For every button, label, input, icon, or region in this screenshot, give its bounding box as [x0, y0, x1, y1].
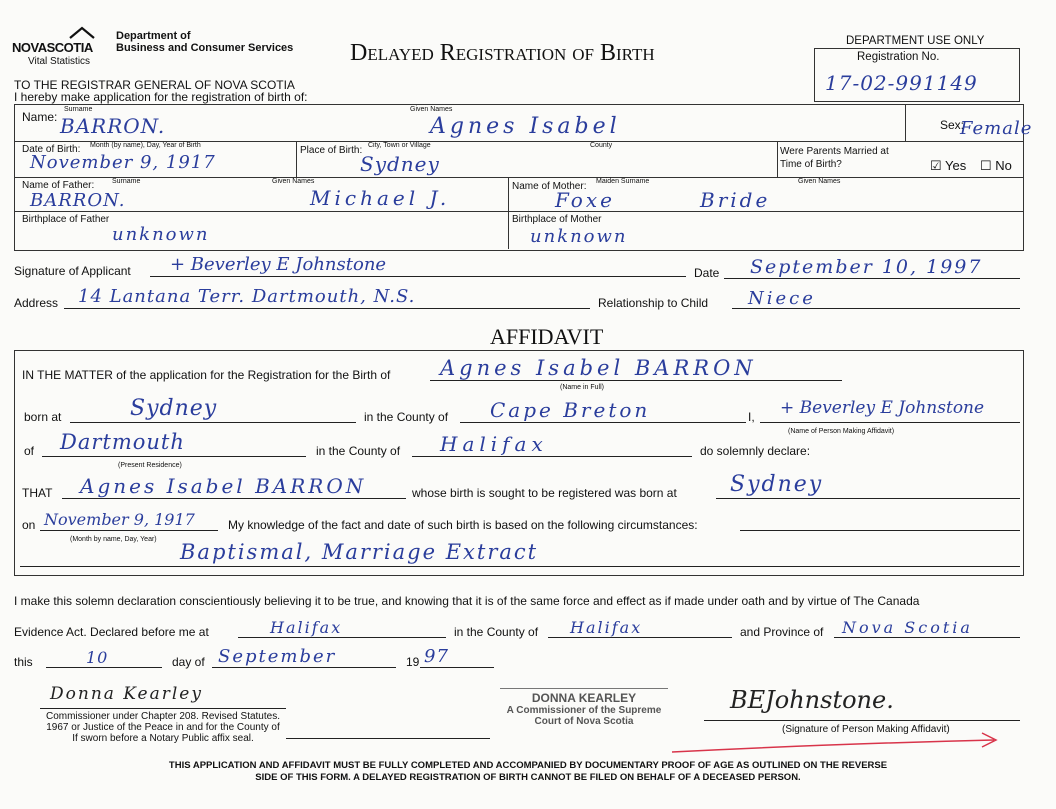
- registration-box: [814, 48, 1020, 102]
- stamp-name: DONNA KEARLEY: [531, 691, 637, 705]
- county-of-label: in the County of: [364, 410, 449, 424]
- on-label: on: [22, 518, 36, 532]
- declaration-line2b: in the County of: [454, 625, 539, 639]
- affiant-name: + Beverley E Johnstone: [780, 398, 985, 418]
- dept-use-heading: DEPARTMENT USE ONLY: [846, 35, 985, 47]
- mother-given-hint: Given Names: [798, 178, 841, 185]
- father-surname-hint: Surname: [112, 178, 141, 185]
- logo-text: NOVASCOTIA: [12, 40, 93, 55]
- registrar-heading: TO THE REGISTRAR GENERAL OF NOVA SCOTIA: [14, 78, 295, 92]
- affiant-signature-hint: (Signature of Person Making Affidavit): [782, 724, 950, 735]
- that-label: THAT: [22, 486, 53, 500]
- logo-subtitle: Vital Statistics: [28, 56, 91, 67]
- footer-line2: SIDE OF THIS FORM. A DELAYED REGISTRATION OF BIRTH CANNOT BE FILED ON BEHALF OF A DECEASED PERSON.: [255, 772, 801, 783]
- name-full-hint: (Name in Full): [560, 384, 604, 391]
- department-line1: Department of: [116, 30, 191, 42]
- sex-value: Female: [960, 118, 1033, 139]
- county2-label: in the County of: [316, 444, 401, 458]
- affiant-hint: (Name of Person Making Affidavit): [788, 428, 895, 435]
- applicant-signature: + Beverley E Johnstone: [170, 254, 387, 275]
- commissioner-line1: Commissioner under Chapter 208. Revised Statutes.: [45, 711, 280, 722]
- declared-county: Halifax: [570, 618, 643, 637]
- given-names-hint: Given Names: [410, 106, 453, 113]
- pob-hint: City, Town or Village: [368, 142, 431, 149]
- mother-birthplace: unknown: [530, 226, 628, 247]
- whose-text: whose birth is sought to be registered was born at: [412, 486, 677, 500]
- declared-province: Nova Scotia: [842, 618, 973, 637]
- father-given-hint: Given Names: [272, 178, 315, 185]
- stamp-line2: Court of Nova Scotia: [534, 716, 634, 727]
- that-name: Agnes Isabel BARRON: [80, 474, 367, 498]
- affiant-signature: BEJohnstone.: [730, 686, 894, 714]
- born-place-value: Sydney: [730, 472, 824, 497]
- parents-married-label: Were Parents Married at Time of Birth?: [780, 146, 889, 170]
- sex-label: Sex:: [940, 118, 965, 132]
- mother-surname: Foxe: [555, 188, 615, 212]
- yes-label: Yes: [945, 158, 967, 173]
- given-names-value: Agnes Isabel: [430, 114, 621, 139]
- father-given: Michael J.: [310, 186, 451, 210]
- born-at-value: Sydney: [130, 396, 218, 421]
- surname-hint: Surname: [64, 106, 93, 113]
- commissioner-line2: 1967 or Justice of the Peace in and for the County of: [46, 722, 280, 733]
- registration-no-value: 17-02-991149: [825, 71, 978, 95]
- affidavit-heading: AFFIDAVIT: [490, 324, 604, 349]
- applicant-date: September 10, 1997: [750, 256, 983, 278]
- declare-text: do solemnly declare:: [700, 444, 811, 458]
- address-label: Address: [14, 296, 59, 310]
- commissioner-stamp: [494, 688, 674, 727]
- declared-day: 10: [86, 648, 109, 667]
- dob-hint: Month (by name), Day, Year of Birth: [90, 142, 201, 149]
- footer-line1: THIS APPLICATION AND AFFIDAVIT MUST BE FULLY COMPLETED AND ACCOMPANIED BY DOCUMENTARY PROOF OF AGE AS OUTLINED ON THE REVERSE: [168, 760, 888, 771]
- dob-value: November 9, 1917: [30, 152, 216, 173]
- yes-checkbox[interactable]: [930, 158, 966, 174]
- this-label: this: [14, 655, 33, 669]
- commissioner-signature: Donna Kearley: [50, 684, 203, 704]
- father-label: Name of Father:: [22, 180, 95, 191]
- registration-no-label: Registration No.: [857, 51, 940, 63]
- stamp-line1: A Commissioner of the Supreme: [506, 705, 662, 716]
- date-hint: (Month by name, Day, Year): [70, 536, 157, 543]
- mother-label: Name of Mother:: [512, 181, 587, 192]
- of-value: Dartmouth: [60, 430, 185, 454]
- declaration-line2c: and Province of: [740, 625, 824, 639]
- applicant-signature-label: Signature of Applicant: [14, 264, 131, 278]
- declared-at: Halifax: [270, 618, 343, 637]
- department-line2: Business and Consumer Services: [116, 42, 294, 54]
- county-hint: County: [590, 142, 613, 149]
- checked-box-icon: ☑: [930, 158, 942, 173]
- no-label: No: [995, 158, 1012, 173]
- no-checkbox[interactable]: [980, 158, 1012, 174]
- dob-label: Date of Birth:: [22, 144, 81, 155]
- page-title: Delayed Registration of Birth: [350, 40, 655, 66]
- pob-value: Sydney: [360, 152, 440, 176]
- county-value: Cape Breton: [490, 398, 651, 422]
- mother-given: Bride: [700, 188, 771, 212]
- mother-maiden-hint: Maiden Surname: [596, 178, 650, 185]
- on-date: November 9, 1917: [44, 510, 195, 529]
- father-birthplace: unknown: [112, 224, 210, 245]
- year-prefix: 19: [406, 655, 420, 669]
- address-value: 14 Lantana Terr. Dartmouth, N.S.: [78, 286, 416, 307]
- surname-value: BARRON.: [60, 114, 166, 138]
- relationship-label: Relationship to Child: [598, 296, 709, 310]
- mother-birthplace-label: Birthplace of Mother: [512, 214, 602, 225]
- day-of-label: day of: [172, 655, 205, 669]
- footer-notice: [0, 760, 1056, 784]
- matter-text: IN THE MATTER of the application for the Registration for the Birth of: [22, 368, 391, 382]
- residence-hint: (Present Residence): [118, 462, 182, 469]
- pob-label: Place of Birth:: [300, 145, 363, 156]
- relationship-value: Niece: [748, 288, 816, 309]
- i-label: I,: [748, 410, 755, 424]
- name-label: Name:: [22, 110, 58, 124]
- matter-name: Agnes Isabel BARRON: [440, 356, 757, 380]
- circumstances: Baptismal, Marriage Extract: [180, 540, 539, 564]
- application-line: I hereby make application for the registration of birth of:: [14, 90, 308, 104]
- commissioner-caption: [28, 711, 298, 744]
- father-surname: BARRON.: [30, 190, 126, 211]
- declared-month: September: [218, 646, 337, 667]
- empty-box-icon: ☐: [980, 158, 992, 173]
- red-arrow-icon: [668, 730, 1008, 760]
- knowledge-text: My knowledge of the fact and date of such birth is based on the following circumstances:: [228, 518, 698, 532]
- applicant-date-label: Date: [694, 266, 720, 280]
- born-at-label: born at: [24, 410, 62, 424]
- declaration-line2a: Evidence Act. Declared before me at: [14, 625, 209, 639]
- declared-year: 97: [424, 646, 449, 667]
- department-name: [116, 30, 293, 54]
- declaration-line1: I make this solemn declaration conscientiously believing it to be true, and knowing that it is of the same force and effect as if made under oath and by virtue of The Canada: [14, 594, 920, 608]
- commissioner-line3: If sworn before a Notary Public affix seal.: [72, 733, 254, 744]
- father-birthplace-label: Birthplace of Father: [22, 214, 110, 225]
- county2-value: Halifax: [440, 432, 548, 456]
- of-label: of: [24, 444, 35, 458]
